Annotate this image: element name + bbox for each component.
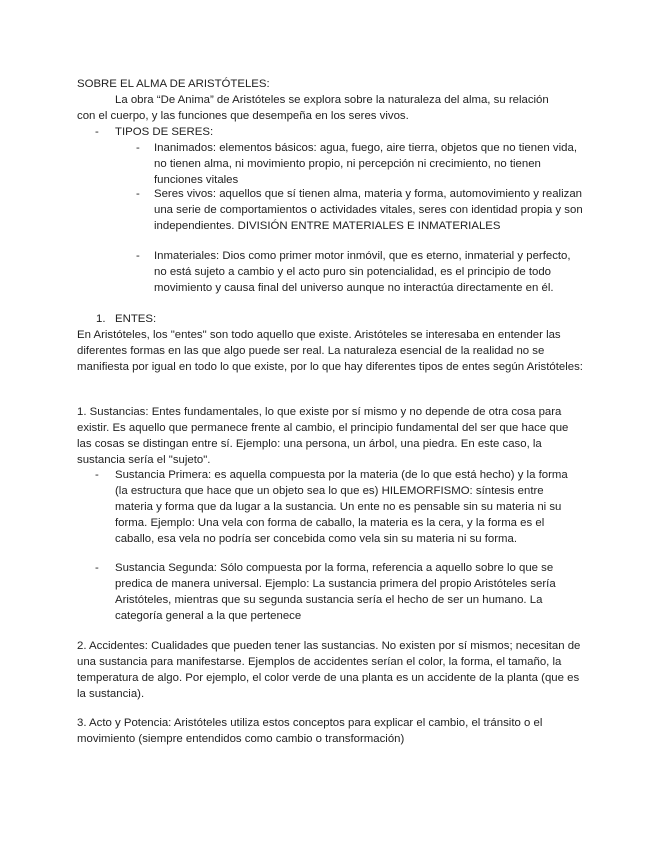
tipos-bullet: - — [95, 126, 99, 138]
document-title: SOBRE EL ALMA DE ARISTÓTELES: — [77, 78, 270, 90]
intro-line-1: La obra “De Anima” de Aristóteles se explora sobre la naturaleza del alma, su relación — [115, 94, 549, 106]
accidentes-paragraph: 2. Accidentes: Cualidades que pueden tener las sustancias. No existen por sí mismos; necesitan de una sustancia para manifestarse. Ejemplos de accidentes serían el color, la forma, el tamaño, la temperatura de algo. Por ejemplo, el color verde de una planta es un accidente de la planta (que es la sustancia). — [77, 640, 581, 700]
tipos-item-seres-vivos: Seres vivos: aquellos que sí tienen alma, materia y forma, automovimiento y realizan una serie de comportamientos o actividades vitales, seres con identidad propia y son independientes. DIVISIÓN ENTRE MATERIALES E INMATERIALES — [154, 188, 583, 232]
tipos-heading: TIPOS DE SERES: — [115, 126, 214, 138]
intro-line-2: con el cuerpo, y las funciones que desempeña en los seres vivos. — [77, 110, 409, 122]
tipos-item-bullet: - — [136, 188, 140, 200]
sustancias-paragraph: 1. Sustancias: Entes fundamentales, lo que existe por sí mismo y no depende de otra cosa para existir. Es aquello que permanece frente al cambio, el principio fundamental del ser que hace que las cosas se distingan entre sí. Ejemplo: una persona, un árbol, una piedra. En este caso, la sustancia sería el "sujeto". — [77, 406, 569, 466]
acto-potencia-paragraph: 3. Acto y Potencia: Aristóteles utiliza estos conceptos para explicar el cambio, el tránsito o el movimiento (siempre entendidos como cambio o transformación) — [77, 717, 543, 745]
sustancia-primera: Sustancia Primera: es aquella compuesta por la materia (de lo que está hecho) y la forma (la estructura que hace que un objeto sea lo que es) HILEMORFISMO: síntesis entre materia y forma que da lugar a la sustancia. Un ente no es pensable sin su materia ni su forma. Ejemplo: Una vela con forma de caballo, la materia es la cera, y la forma es el caballo, esa vela no podría ser concebida como vela sin su materia ni su forma. — [115, 469, 568, 545]
sustancia-item-bullet: - — [95, 562, 99, 574]
tipos-item-inmateriales: Inmateriales: Dios como primer motor inmóvil, que es eterno, inmaterial y perfecto, no está sujeto a cambio y el acto puro sin potencialidad, es el principio de todo movimiento y causa final del universo aunque no interactúa directamente en él. — [154, 250, 571, 294]
sustancia-segunda: Sustancia Segunda: Sólo compuesta por la forma, referencia a aquello sobre lo que se predica de manera universal. Ejemplo: La sustancia primera del propio Aristóteles sería Aristóteles, mientras que su segunda sustancia sería el hecho de ser un humano. La categoría general a la que pertenece — [115, 562, 556, 622]
entes-number: 1. — [96, 313, 106, 325]
sustancia-item-bullet: - — [95, 469, 99, 481]
tipos-item-bullet: - — [136, 142, 140, 154]
tipos-item-inanimados: Inanimados: elementos básicos: agua, fuego, aire tierra, objetos que no tienen vida, no tienen alma, ni movimiento propio, ni percepción ni crecimiento, no tienen funciones vitales — [154, 142, 577, 186]
entes-paragraph: En Aristóteles, los "entes" son todo aquello que existe. Aristóteles se interesaba en entender las diferentes formas en las que algo puede ser real. La naturaleza esencial de la realidad no se manifiesta por igual en todo lo que existe, por lo que hay diferentes tipos de entes según Aristóteles: — [77, 329, 583, 373]
entes-heading: ENTES: — [115, 313, 157, 325]
tipos-item-bullet: - — [136, 250, 140, 262]
